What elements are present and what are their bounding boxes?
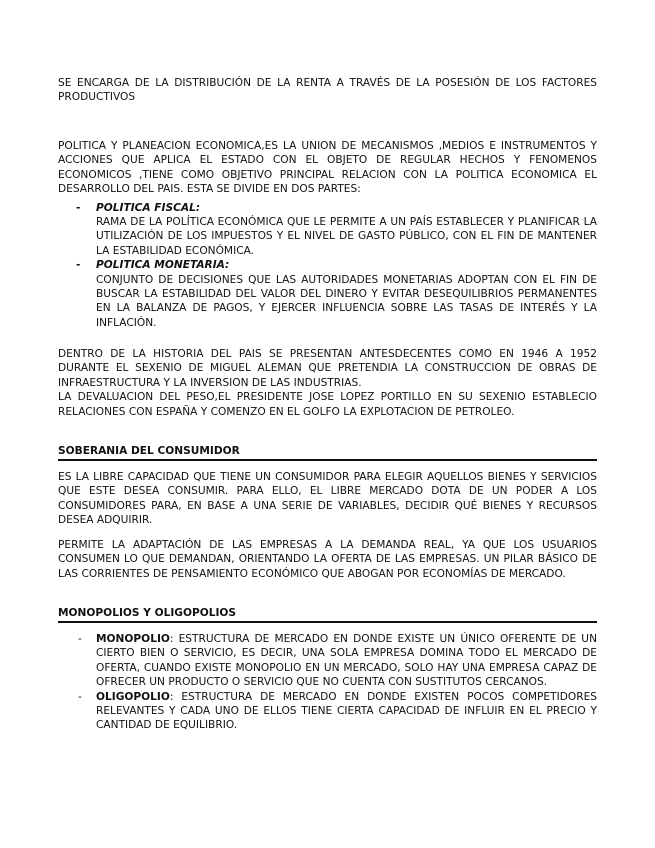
- historia-paragraph: DENTRO DE LA HISTORIA DEL PAIS SE PRESENTAN ANTESDECENTES COMO EN 1946 A 1952 DURANTE EL SEXENIO DE MIGUEL ALEMAN QUE PRETENDIA LA CONSTRUCCION DE OBRAS DE INFRAESTRUCTURA Y LA INVERSION DE LAS INDUSTRIAS.: [58, 348, 597, 389]
- oligopolio-term: OLIGOPOLIO: [96, 690, 170, 703]
- list-item-politica-monetaria: [58, 258, 597, 330]
- politica-fiscal-text: RAMA DE LA POLÍTICA ECONÓMICA QUE LE PERMITE A UN PAÍS ESTABLECER Y PLANIFICAR LA UTILIZACIÓN DE LOS IMPUESTOS Y EL NIVEL DE GASTO PÚBLICO, CON EL FIN DE MANTENER LA ESTABILIDAD ECONÓMICA.: [96, 216, 597, 257]
- monopolio-term: MONOPOLIO: [96, 633, 170, 645]
- historia-section: [58, 347, 597, 419]
- monopolios-list: [58, 632, 597, 733]
- bullet-dash: -: [78, 633, 82, 645]
- oligopolio-text: [96, 690, 597, 733]
- politica-section: [58, 139, 597, 330]
- list-item-monopolio: [58, 632, 597, 690]
- bullet-dash: -: [78, 690, 82, 703]
- monopolio-definition: : ESTRUCTURA DE MERCADO EN DONDE EXISTE UN ÚNICO OFERENTE DE UN CIERTO BIEN O SERVICIO, ES DECIR, UNA SOLA EMPRESA DOMINA TODO EL MERCADO DE OFERTA, CUANDO EXISTE MONOPOLIO EN UN MERCADO, SOLO HAY UNA EMPRESA CAPAZ DE OFRECER UN PRODUCTO O SERVICIO QUE NO CUENTA CON SUSTITUTOS CERCANOS.: [96, 633, 597, 689]
- politica-monetaria-text: CONJUNTO DE DECISIONES QUE LAS AUTORIDADES MONETARIAS ADOPTAN CON EL FIN DE BUSCAR LA ESTABILIDAD DEL VALOR DEL DINERO Y EVITAR DESEQUILIBRIOS PERMANENTES EN LA BALANZA DE PAGOS, Y EJERCER INFLUENCIA SOBRE LAS TASAS DE INTERÉS Y LA INFLACIÓN.: [96, 273, 597, 329]
- list-item-politica-fiscal: [58, 201, 597, 259]
- monopolios-heading: MONOPOLIOS Y OLIGOPOLIOS: [58, 606, 597, 623]
- soberania-paragraph-2: PERMITE LA ADAPTACIÓN DE LAS EMPRESAS A LA DEMANDA REAL, YA QUE LOS USUARIOS CONSUMEN LO QUE DEMANDAN, ORIENTANDO LA OFERTA DE LAS EMPRESAS. UN PILAR BÁSICO DE LAS CORRIENTES DE PENSAMIENTO ECONÓMICO QUE ABOGAN POR ECONOMÍAS DE MERCADO.: [58, 539, 597, 580]
- politica-fiscal-title: POLITICA FISCAL:: [96, 201, 201, 214]
- oligopolio-definition: : ESTRUCTURA DE MERCADO EN DONDE EXISTEN POCOS COMPETIDORES RELEVANTES Y CADA UNO DE ELLOS TIENE CIERTA CAPACIDAD DE INFLUIR EN EL PRECIO Y CANTIDAD DE EQUILIBRIO.: [96, 690, 597, 732]
- bullet-dash: -: [76, 259, 81, 272]
- devaluacion-paragraph: LA DEVALUACION DEL PESO,EL PRESIDENTE JOSE LOPEZ PORTILLO EN SU SEXENIO ESTABLECIO RELACIONES CON ESPAÑA Y COMENZO EN EL GOLFO LA EXPLOTACION DE PETROLEO.: [58, 391, 597, 418]
- bullet-dash: -: [76, 201, 81, 214]
- soberania-paragraph-1: ES LA LIBRE CAPACIDAD QUE TIENE UN CONSUMIDOR PARA ELEGIR AQUELLOS BIENES Y SERVICIOS QUE ESTE DESEA CONSUMIR. PARA ELLO, EL LIBRE MERCADO DOTA DE UN PODER A LOS CONSUMIDORES PARA, EN BASE A UNA SERIE DE VARIABLES, DECIDIR QUÉ BIENES Y RECURSOS DESEA ADQUIRIR.: [58, 471, 597, 527]
- politica-intro-paragraph: POLITICA Y PLANEACION ECONOMICA,ES LA UNION DE MECANISMOS ,MEDIOS E INSTRUMENTOS Y ACCIONES QUE APLICA EL ESTADO CON EL OBJETO DE REGULAR HECHOS Y FENOMENOS ECONOMICOS ,TIENE COMO OBJETIVO PRINCIPAL RELACION CON LA POLITICA ECONOMICA EL DESARROLLO DEL PAIS. ESTA SE DIVIDE EN DOS PARTES:: [58, 140, 597, 196]
- soberania-heading: SOBERANIA DEL CONSUMIDOR: [58, 444, 597, 461]
- intro-paragraph: SE ENCARGA DE LA DISTRIBUCIÓN DE LA RENTA A TRAVÉS DE LA POSESIÓN DE LOS FACTORES PRODUCTIVOS: [58, 77, 597, 104]
- politica-list: [58, 201, 597, 331]
- list-item-oligopolio: [58, 690, 597, 733]
- monopolio-text: [96, 632, 597, 690]
- politica-monetaria-title: POLITICA MONETARIA:: [96, 259, 230, 272]
- monopolios-section: [58, 632, 597, 733]
